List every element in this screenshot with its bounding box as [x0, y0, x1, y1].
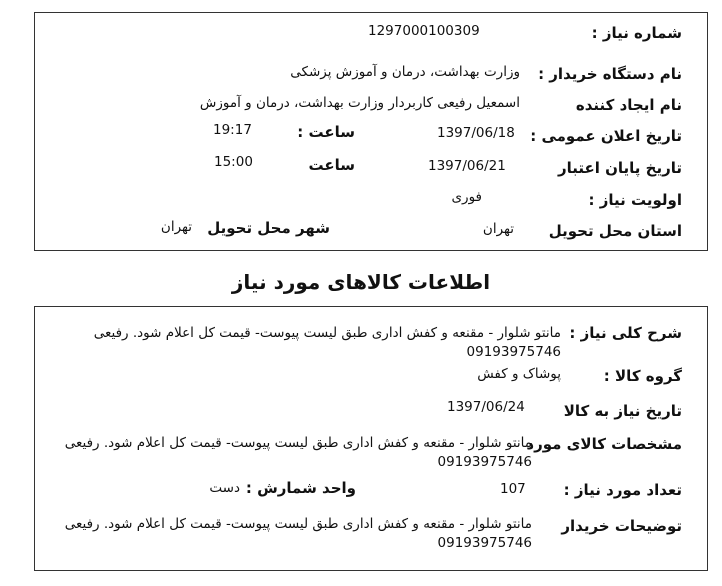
buyer-org-label: نام دستگاه خریدار : — [538, 65, 682, 83]
goods-group-value: پوشاک و کفش — [477, 366, 561, 382]
creator-label: نام ایجاد کننده — [575, 96, 682, 114]
delivery-city-label: شهر محل تحویل — [207, 219, 330, 237]
delivery-province-label: استان محل تحویل — [548, 222, 682, 240]
validity-time-value: 15:00 — [214, 154, 253, 170]
announce-time-value: 19:17 — [213, 122, 252, 138]
quantity-label: تعداد مورد نیاز : — [563, 481, 682, 499]
validity-date-label: تاریخ پایان اعتبار — [557, 159, 682, 177]
creator-value: اسمعیل رفیعی کاربردار وزارت بهداشت، درمان و آموزش — [199, 95, 520, 111]
delivery-city-value: تهران — [160, 219, 192, 235]
quantity-value: 107 — [500, 481, 526, 497]
unit-value: دست — [209, 480, 240, 496]
specs-label: مشخصات کالای مورد — [526, 435, 682, 453]
buyer-notes-value: مانتو شلوار - مقنعه و کفش اداری طبق لیست پیوست- قیمت کل اعلام شود. رفیعی 09193975746 — [64, 516, 532, 551]
general-desc-value: مانتو شلوار - مقنعه و کفش اداری طبق لیست پیوست- قیمت کل اعلام شود. رفیعی 09193975746 — [93, 325, 561, 360]
validity-date-value: 1397/06/21 — [428, 158, 506, 174]
need-number-label: شماره نیاز : — [591, 24, 682, 42]
section-title: اطلاعات کالاهای مورد نیاز — [231, 270, 491, 294]
validity-time-label: ساعت — [308, 156, 355, 174]
priority-label: اولویت نیاز : — [588, 191, 682, 209]
need-date-label: تاریخ نیاز به کالا — [563, 402, 682, 420]
priority-value: فوری — [451, 189, 482, 205]
specs-value: مانتو شلوار - مقنعه و کفش اداری طبق لیست پیوست- قیمت کل اعلام شود. رفیعی 09193975746 — [64, 435, 532, 470]
unit-label: واحد شمارش : — [245, 479, 356, 497]
need-date-value: 1397/06/24 — [447, 399, 525, 415]
general-desc-label: شرح کلی نیاز : — [569, 324, 682, 342]
announce-date-value: 1397/06/18 — [437, 125, 515, 141]
goods-group-label: گروه کالا : — [603, 367, 682, 385]
announce-date-label: تاریخ اعلان عمومی : — [530, 127, 682, 145]
announce-time-label: ساعت : — [297, 123, 355, 141]
buyer-org-value: وزارت بهداشت، درمان و آموزش پزشکی — [290, 64, 520, 80]
buyer-notes-label: توضیحات خریدار — [561, 517, 682, 535]
delivery-province-value: تهران — [482, 221, 514, 237]
need-number-value: 1297000100309 — [368, 23, 480, 39]
